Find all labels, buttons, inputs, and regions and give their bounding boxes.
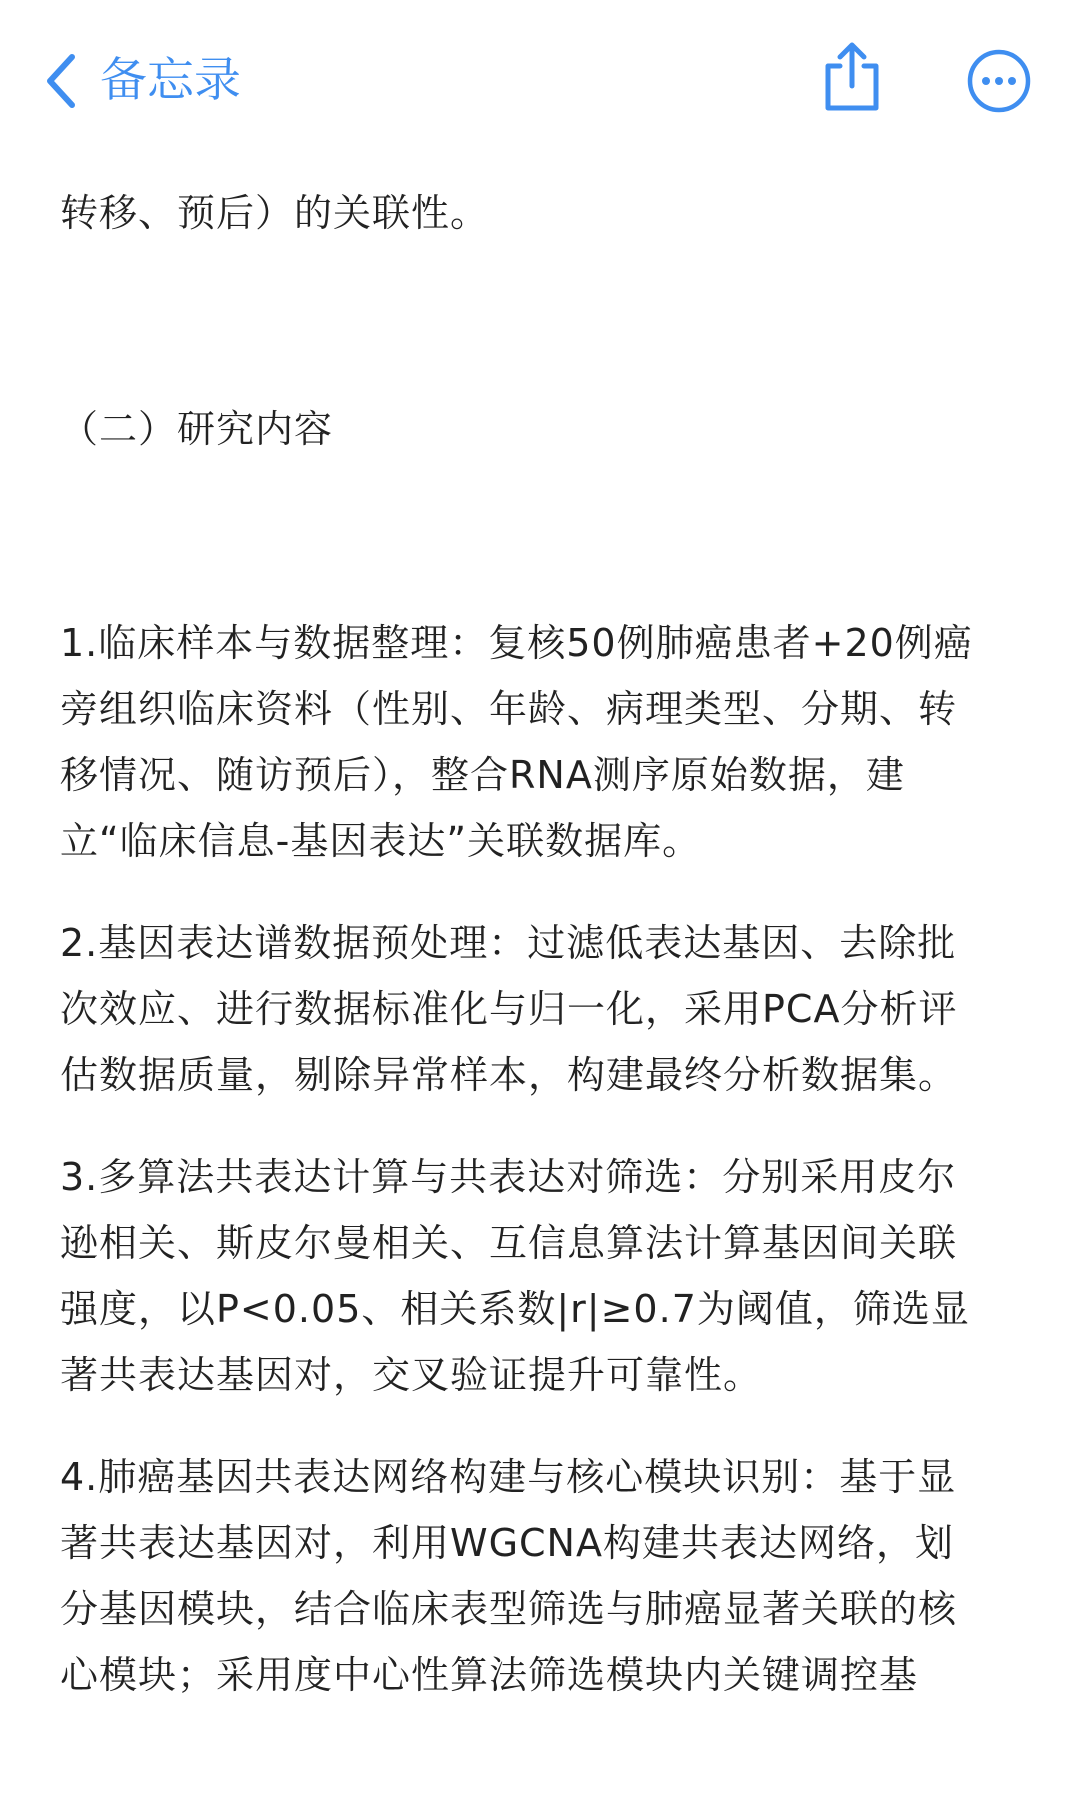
- list-item: [60, 1144, 1020, 1408]
- text-line: 转移、预后）的关联性。: [60, 191, 490, 235]
- chevron-left-icon: [44, 53, 78, 109]
- text-line: 2.基因表达谱数据预处理：过滤低表达基因、去除批: [60, 921, 957, 965]
- list-item: [60, 1444, 1020, 1708]
- intro-paragraph: [60, 180, 1020, 246]
- back-button[interactable]: [44, 46, 241, 116]
- text-line: 立“临床信息-基因表达”关联数据库。: [60, 819, 702, 863]
- share-button[interactable]: [820, 40, 884, 114]
- ellipsis-circle-icon: [966, 48, 1032, 114]
- text-line: 次效应、进行数据标准化与归一化，采用PCA分析评: [60, 987, 958, 1031]
- navigation-bar: [0, 0, 1080, 160]
- text-line: 逊相关、斯皮尔曼相关、互信息算法计算基因间关联: [60, 1221, 958, 1265]
- text-line: 著共表达基因对，交叉验证提升可靠性。: [60, 1353, 763, 1397]
- text-line: 移情况、随访预后），整合RNA测序原始数据，建: [60, 753, 905, 797]
- text-line: 著共表达基因对，利用WGCNA构建共表达网络，划: [60, 1521, 954, 1565]
- text-line: 3.多算法共表达计算与共表达对筛选：分别采用皮尔: [60, 1155, 957, 1199]
- text-line: 估数据质量，剔除异常样本，构建最终分析数据集。: [60, 1053, 958, 1097]
- list-item: [60, 610, 1020, 874]
- text-line: 4.肺癌基因共表达网络构建与核心模块识别：基于显: [60, 1455, 957, 1499]
- more-button[interactable]: [966, 48, 1032, 114]
- share-icon: [820, 40, 884, 114]
- section-heading: [60, 396, 1020, 462]
- heading-text: （二）研究内容: [60, 407, 334, 451]
- text-line: 分基因模块，结合临床表型筛选与肺癌显著关联的核: [60, 1587, 958, 1631]
- text-line: 心模块；采用度中心性算法筛选模块内关键调控基: [60, 1653, 919, 1697]
- text-line: 强度，以P<0.05、相关系数|r|≥0.7为阈值，筛选显: [60, 1287, 970, 1331]
- text-line: 旁组织临床资料（性别、年龄、病理类型、分期、转: [60, 687, 958, 731]
- text-line: 1.临床样本与数据整理：复核50例肺癌患者+20例癌: [60, 621, 973, 665]
- note-body[interactable]: [60, 180, 1020, 1744]
- back-button-label: 备忘录: [100, 53, 241, 108]
- list-item: [60, 910, 1020, 1108]
